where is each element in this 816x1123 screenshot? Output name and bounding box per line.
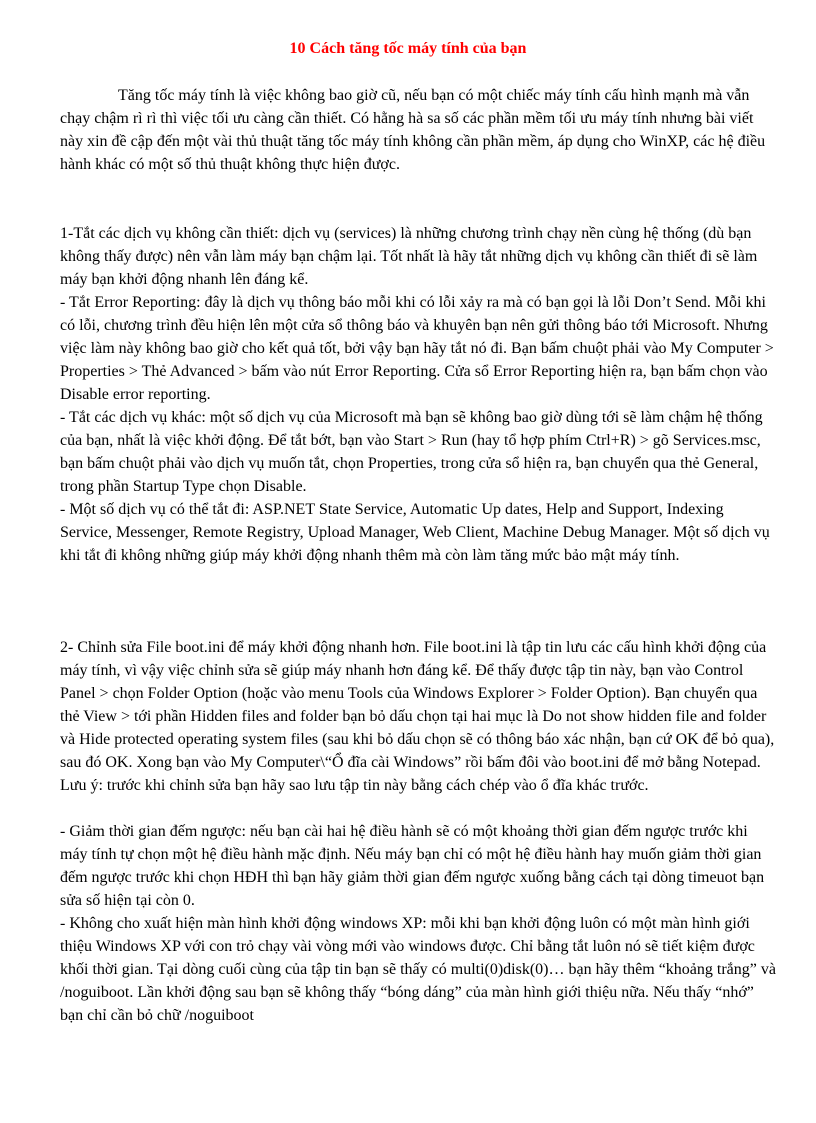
section1-paragraph-2: - Tắt Error Reporting: đây là dịch vụ thông báo mỗi khi có lỗi xảy ra mà có bạn gọi là lỗi Don’t Send. Mỗi khi có lỗi, chương trình đều hiện lên một cửa sổ thông báo và khuyên bạn nên gửi thông báo tới Microsoft. Nhưng việc làm này không bao giờ cho kết quả tốt, bởi vậy bạn hãy tắt nó đi. Bạn bấm chuột phải vào My Computer > Properties > Thẻ Advanced > bấm vào nút Error Reporting. Cửa sổ Error Reporting hiện ra, bạn bấm chọn vào Disable error reporting. bbox=[60, 294, 774, 403]
document-title: 10 Cách tăng tốc máy tính của bạn bbox=[289, 40, 527, 57]
section1-paragraph-1: 1-Tắt các dịch vụ không cần thiết: dịch vụ (services) là những chương trình chạy nền cùng hệ thống (dù bạn không thấy được) nên vẫn làm máy bạn chậm lại. Tốt nhất là hãy tắt những dịch vụ không cần thiết đi sẽ làm máy bạn khởi động nhanh lên đáng kể. bbox=[60, 225, 758, 288]
section1-paragraph-3: - Tắt các dịch vụ khác: một số dịch vụ của Microsoft mà bạn sẽ không bao giờ dùng tới sẽ làm chậm hệ thống của bạn, nhất là việc khởi động. Để tắt bớt, bạn vào Start > Run (hay tổ hợp phím Ctrl+R) > gõ Services.msc, bạn bấm chuột phải vào dịch vụ muốn tắt, chọn Properties, trong cửa sổ hiện ra, bạn chuyển qua thẻ General, trong phần Startup Type chọn Disable. bbox=[60, 409, 763, 495]
section2-paragraph-1: 2- Chỉnh sửa File boot.ini để máy khởi động nhanh hơn. File boot.ini là tập tin lưu các cấu hình khởi động của máy tính, vì vậy việc chỉnh sửa sẽ giúp máy nhanh hơn đáng kể. Để thấy được tập tin này, bạn vào Control Panel > chọn Folder Option (hoặc vào menu Tools của Windows Explorer > Folder Option). Bạn chuyển qua thẻ View > tới phần Hidden files and folder bạn bỏ dấu chọn tại hai mục là Do not show hidden file and folder và Hide protected operating system files (sau khi bỏ dấu chọn sẽ có thông báo xác nhận, bạn cứ OK để bỏ qua), sau đó OK. Xong bạn vào My Computer\“Ổ đĩa cài Windows” rồi bấm đôi vào boot.ini để mở bằng Notepad. Lưu ý: trước khi chỉnh sửa bạn hãy sao lưu tập tin này bằng cách chép vào ổ đĩa khác trước. bbox=[60, 639, 775, 794]
section1-paragraph-4: - Một số dịch vụ có thể tắt đi: ASP.NET State Service, Automatic Up dates, Help and Support, Indexing Service, Messenger, Remote Registry, Upload Manager, Web Client, Machine Debug Manager. Một số dịch vụ khi tắt đi không những giúp máy khởi động nhanh thêm mà còn làm tăng mức bảo mật máy tính. bbox=[60, 501, 770, 564]
intro-paragraph bbox=[60, 84, 776, 176]
section2-paragraph-3: - Không cho xuất hiện màn hình khởi động windows XP: mỗi khi bạn khởi động luôn có một màn hình giới thiệu Windows XP với con trỏ chạy vài vòng mới vào windows được. Chỉ bằng tắt luôn nó sẽ tiết kiệm được khối thời gian. Tại dòng cuối cùng của tập tin bạn sẽ thấy có multi(0)disk(0)… bạn hãy thêm “khoảng trắng” và /noguiboot. Lần khởi động sau bạn sẽ không thấy “bóng dáng” của màn hình giới thiệu nữa. Nếu thấy “nhớ” bạn chỉ cần bỏ chữ /noguiboot bbox=[60, 915, 776, 1024]
section2-paragraph-2: - Giảm thời gian đếm ngược: nếu bạn cài hai hệ điều hành sẽ có một khoảng thời gian đếm ngược trước khi máy tính tự chọn một hệ điều hành mặc định. Nếu máy bạn chỉ có một hệ điều hành hay muốn giảm thời gian đếm ngược trước khi chọn HĐH thì bạn hãy giảm thời gian đếm ngược xuống bằng cách tại dòng timeuot bạn sửa số hiện tại còn 0. bbox=[60, 823, 765, 909]
intro-text: Tăng tốc máy tính là việc không bao giờ cũ, nếu bạn có một chiếc máy tính cấu hình mạnh mà vẫn chạy chậm rì rì thì việc tối ưu càng cần thiết. Có hằng hà sa số các phần mềm tối ưu máy tính nhưng bài viết này xin đề cập đến một vài thủ thuật tăng tốc máy tính không cần phần mềm, áp dụng cho WinXP, các hệ điều hành khác có một số thủ thuật không thực hiện được. bbox=[60, 87, 766, 173]
